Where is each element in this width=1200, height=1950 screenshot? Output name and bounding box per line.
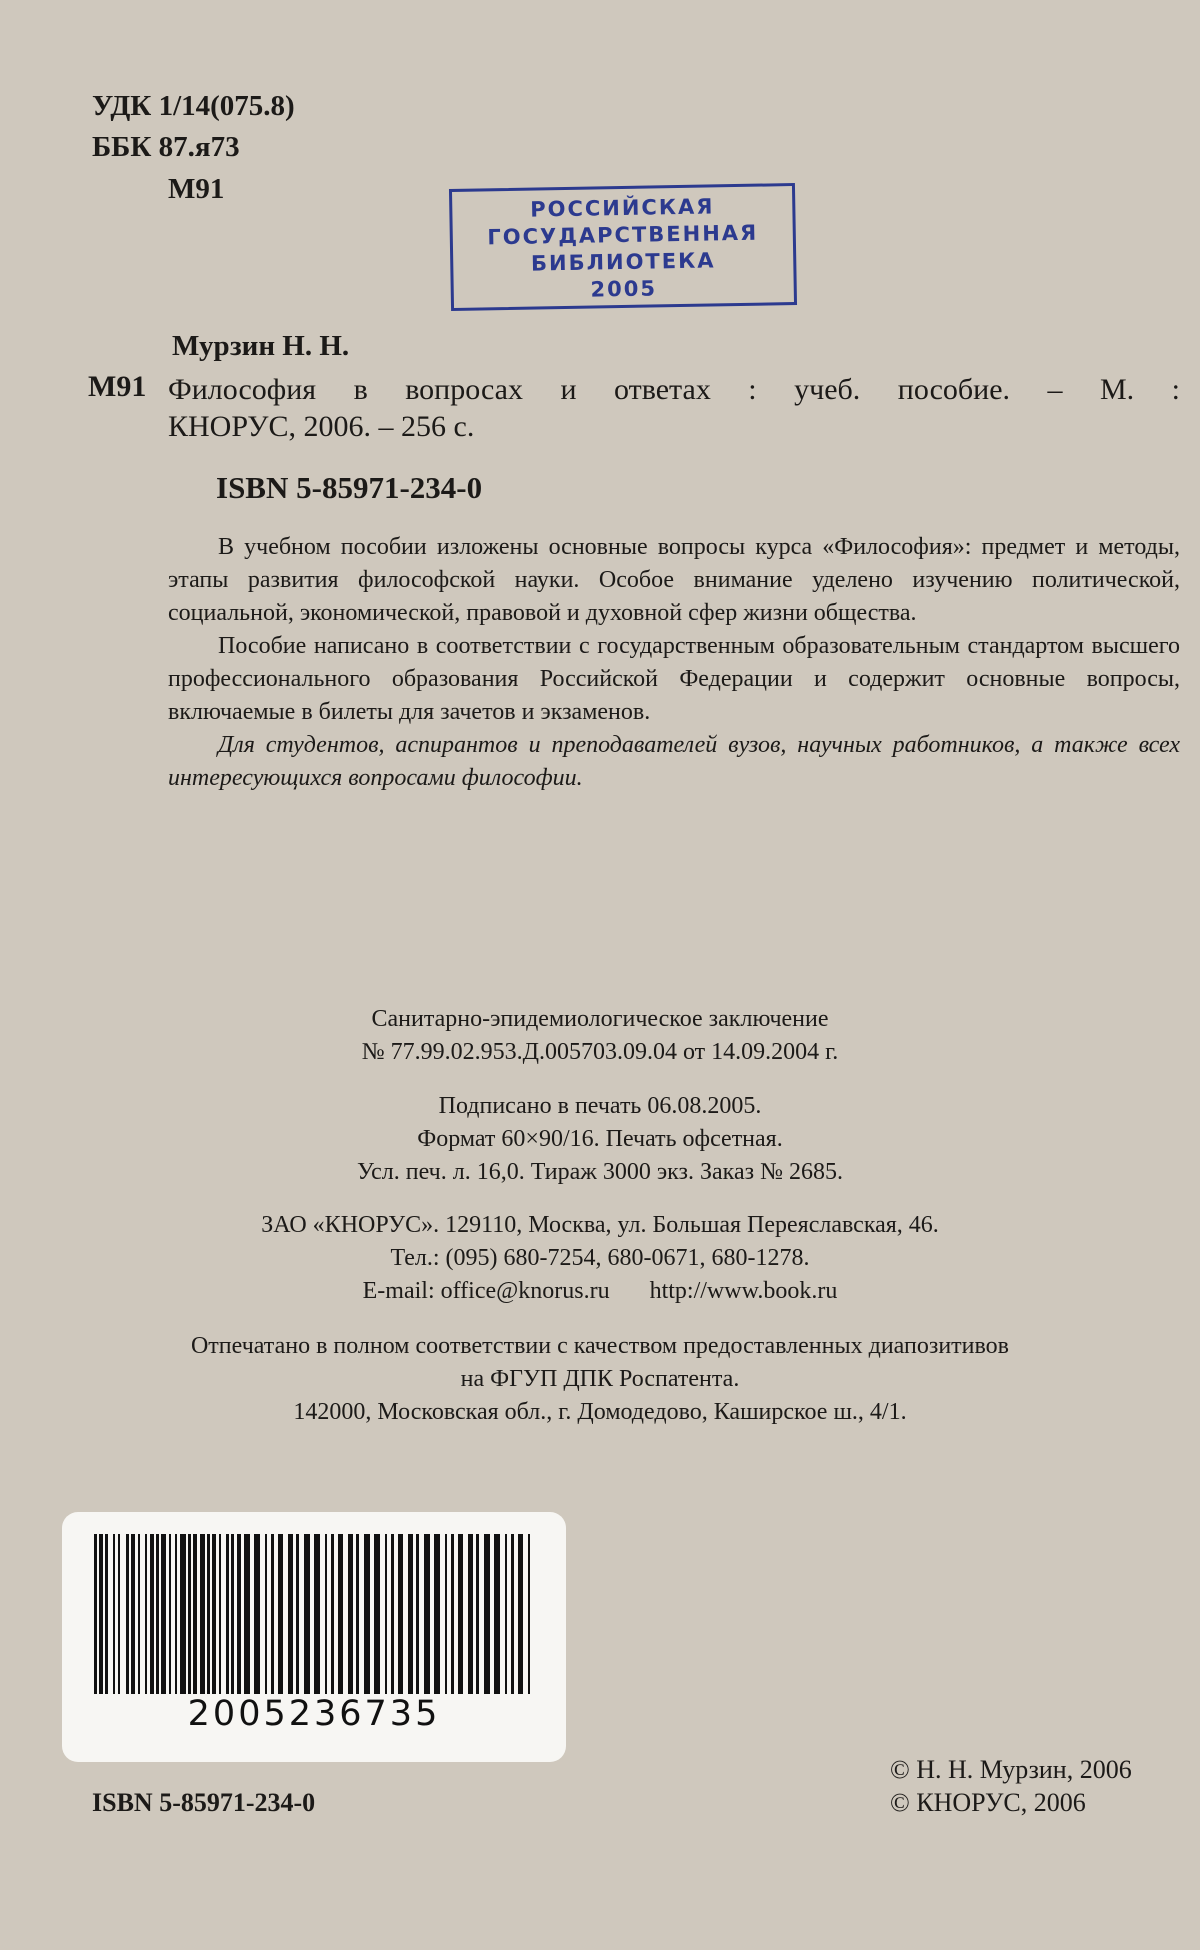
barcode-bar: [445, 1534, 447, 1694]
barcode-bar: [231, 1534, 234, 1694]
bibliographic-publisher-line: КНОРУС, 2006. – 256 с.: [168, 410, 475, 443]
publisher-contacts: [0, 1275, 1200, 1308]
barcode-bar: [244, 1534, 250, 1694]
stamp-year: 2005: [590, 276, 658, 302]
barcode-bar: [424, 1534, 430, 1694]
barcode-bar: [476, 1534, 479, 1694]
audience-note: Для студентов, аспирантов и преподавателей вузов, научных работников, а также всех интересующихся вопросами философии.: [168, 732, 1180, 791]
barcode-bar: [518, 1534, 523, 1694]
barcode-bar: [391, 1534, 394, 1694]
barcode-bar: [200, 1534, 205, 1694]
barcode-bar: [338, 1534, 343, 1694]
print-circulation: Усл. печ. л. 16,0. Тираж 3000 экз. Заказ № 2685.: [357, 1159, 843, 1185]
publisher-email: E-mail: office@knorus.ru: [362, 1278, 610, 1304]
udk-code: УДК 1/14(075.8): [92, 90, 295, 122]
barcode-bar: [226, 1534, 229, 1694]
barcode-bar: [207, 1534, 210, 1694]
barcode-bar: [385, 1534, 387, 1694]
barcode-bar: [451, 1534, 454, 1694]
barcode-bar: [356, 1534, 359, 1694]
barcode-bar: [296, 1534, 299, 1694]
bibliographic-title-line: Философия в вопросах и ответах : учеб. пособие. – М. :: [168, 373, 1180, 406]
sanitary-line: № 77.99.02.953.Д.005703.09.04 от 14.09.2004 г.: [361, 1039, 839, 1065]
barcode-bar: [468, 1534, 473, 1694]
barcode-bar: [288, 1534, 293, 1694]
barcode-bar: [237, 1534, 241, 1694]
barcode-bar: [193, 1534, 197, 1694]
barcode-bar: [138, 1534, 140, 1694]
bbk-code: ББК 87.я73: [92, 131, 240, 163]
barcode-bar: [494, 1534, 500, 1694]
barcode-label: [62, 1512, 566, 1762]
barcode-bar: [374, 1534, 380, 1694]
stamp-line: РОССИЙСКАЯ: [530, 194, 715, 222]
barcode-bar: [528, 1534, 530, 1694]
barcode-bar: [408, 1534, 413, 1694]
barcode-bar: [434, 1534, 440, 1694]
printer-info: [0, 1330, 1200, 1429]
abstract: [168, 531, 1180, 795]
barcode-bar: [156, 1534, 159, 1694]
barcode-bar: [94, 1534, 97, 1694]
barcode-number: 2005236735: [187, 1694, 441, 1734]
barcode-bar: [484, 1534, 490, 1694]
abstract-paragraph: В учебном пособии изложены основные вопросы курса «Философия»: предмет и методы, этапы развития философской науки. Особое внимание уделено изучению политической, социальной, экономической, правовой и духовной сфер жизни общества.: [168, 534, 1180, 626]
barcode-bar: [271, 1534, 274, 1694]
barcode-bar: [348, 1534, 353, 1694]
copyright-publisher: © КНОРУС, 2006: [890, 1788, 1086, 1817]
barcode-bar: [314, 1534, 320, 1694]
barcode-bar: [99, 1534, 103, 1694]
printer-line: Отпечатано в полном соответствии с качеством предоставленных диапозитивов: [190, 1333, 1010, 1359]
barcode-bar: [254, 1534, 260, 1694]
barcode-bar: [398, 1534, 403, 1694]
sanitary-certificate: [0, 1003, 1200, 1069]
barcode-bar: [131, 1534, 135, 1694]
print-info: [0, 1090, 1200, 1189]
barcode-bar: [505, 1534, 507, 1694]
shelf-code: М91: [168, 173, 225, 205]
barcode-bar: [126, 1534, 129, 1694]
copyright-author: © Н. Н. Мурзин, 2006: [890, 1755, 1132, 1784]
publisher-address: ЗАО «КНОРУС». 129110, Москва, ул. Большая Переяславская, 46.: [261, 1212, 939, 1238]
barcode-bar: [331, 1534, 334, 1694]
barcode-bar: [304, 1534, 310, 1694]
sanitary-line: Санитарно-эпидемиологическое заключение: [371, 1006, 829, 1032]
barcode-bar: [278, 1534, 283, 1694]
isbn-bottom: ISBN 5-85971-234-0: [92, 1788, 316, 1817]
isbn-top: ISBN 5-85971-234-0: [216, 470, 483, 505]
barcode-bars: [90, 1534, 540, 1694]
barcode-bar: [113, 1534, 115, 1694]
barcode-bar: [145, 1534, 147, 1694]
stamp-line: ГОСУДАРСТВЕННАЯ: [487, 220, 759, 250]
barcode-bar: [118, 1534, 120, 1694]
barcode-bar: [458, 1534, 463, 1694]
barcode-bar: [161, 1534, 166, 1694]
barcode-bar: [212, 1534, 216, 1694]
barcode-bar: [219, 1534, 221, 1694]
publisher-website: http://www.book.ru: [649, 1278, 838, 1304]
barcode-bar: [169, 1534, 171, 1694]
barcode-bar: [180, 1534, 186, 1694]
barcode-bar: [265, 1534, 267, 1694]
barcode-bar: [188, 1534, 191, 1694]
library-stamp: [449, 183, 797, 311]
abstract-paragraph: Пособие написано в соответствии с государственным образовательным стандартом высшего профессионального образования Российской Федерации и содержит основные вопросы, включаемые в билеты для зачетов и экзаменов.: [168, 633, 1180, 725]
publisher-phone: Тел.: (095) 680-7254, 680-0671, 680-1278.: [390, 1245, 810, 1271]
barcode-bar: [511, 1534, 514, 1694]
shelf-code-secondary: М91: [88, 370, 147, 403]
author-name: Мурзин Н. Н.: [172, 330, 350, 362]
print-signed: Подписано в печать 06.08.2005.: [438, 1093, 762, 1119]
publisher-info: [0, 1209, 1200, 1308]
barcode-bar: [150, 1534, 154, 1694]
printer-line: на ФГУП ДПК Роспатента.: [460, 1366, 740, 1392]
barcode-bar: [105, 1534, 108, 1694]
barcode-bar: [325, 1534, 327, 1694]
barcode-bar: [364, 1534, 370, 1694]
barcode-bar: [416, 1534, 419, 1694]
stamp-line: БИБЛИОТЕКА: [530, 248, 716, 276]
printer-address: 142000, Московская обл., г. Домодедово, Каширское ш., 4/1.: [293, 1399, 907, 1425]
barcode-bar: [175, 1534, 177, 1694]
print-format: Формат 60×90/16. Печать офсетная.: [417, 1126, 783, 1152]
